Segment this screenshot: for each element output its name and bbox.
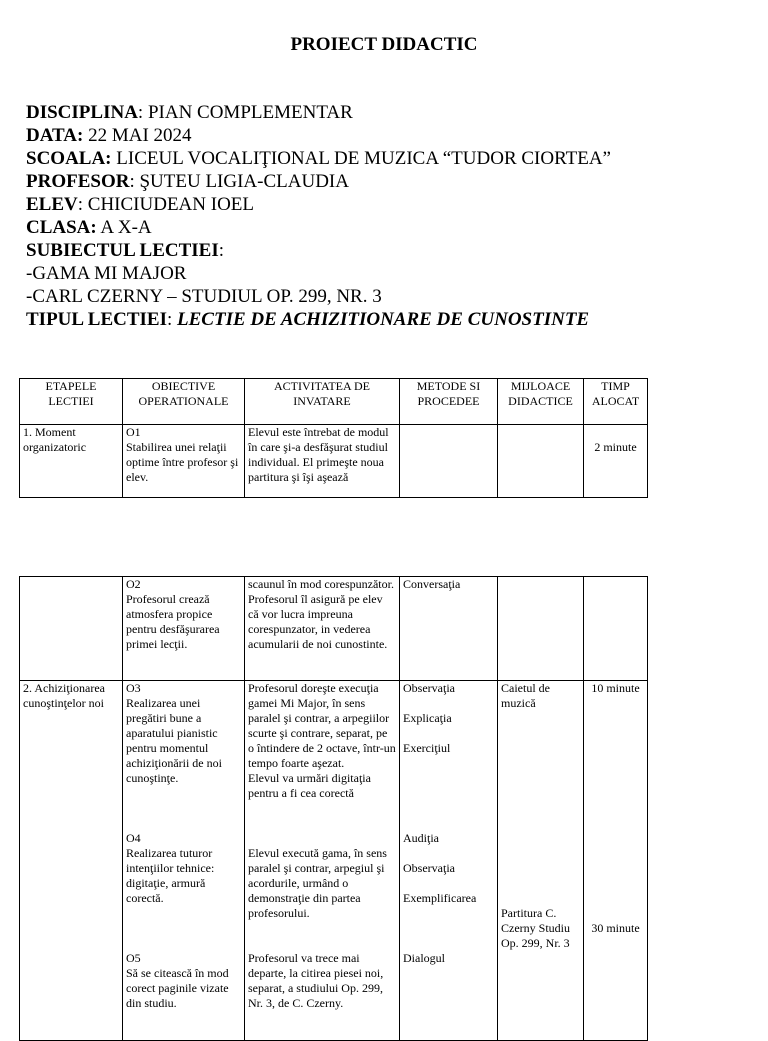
lesson-table-part-1 — [19, 378, 648, 498]
table-row — [20, 577, 648, 681]
o4-code: O4 — [126, 831, 141, 845]
table-row — [20, 681, 648, 1041]
metoda-1: Observaţia — [403, 681, 455, 695]
tip-colon: : — [166, 309, 178, 330]
metode-cell — [400, 425, 498, 498]
clasa-line — [26, 216, 611, 239]
mijloc-1: Caietul de muzică — [501, 681, 550, 710]
timp-cell — [584, 681, 648, 1041]
elev-label: ELEV — [26, 194, 78, 215]
document-title: PROIECT DIDACTIC — [290, 34, 478, 55]
scoala-value: LICEUL VOCALIŢIONAL DE MUZICA “TUDOR CIORTEA” — [111, 148, 611, 169]
etapa-cell — [20, 577, 123, 681]
subiect-colon: : — [218, 240, 224, 261]
activitate-cell: Elevul este întrebat de modul în care şi-a desfăşurat studiul individual. El primeşte noua partitura şi îşi aşează — [245, 425, 400, 498]
metoda-7: Dialogul — [403, 951, 445, 965]
mijloace-cell — [498, 425, 584, 498]
data-label: DATA: — [26, 125, 84, 146]
activitate-text-3: Elevul execută gama, în sens paralel şi contrar, arpegiul şi acordurile, urmând o demonstraţie din partea profesorului. — [248, 846, 387, 920]
header-obiective: OBIECTIVE OPERATIONALE — [123, 379, 245, 425]
profesor-line — [26, 170, 611, 193]
o3-code: O3 — [126, 681, 141, 695]
timp-1: 10 minute — [591, 681, 640, 695]
obiectiv-code: O1 — [126, 425, 141, 439]
timp-cell — [584, 425, 648, 498]
lesson-header — [26, 101, 611, 331]
tip-value: LECTIE DE ACHIZITIONARE DE CUNOSTINTE — [177, 309, 590, 330]
header-etape: ETAPELE LECTIEI — [20, 379, 123, 425]
lesson-table-part-2 — [19, 576, 648, 1041]
subiect-item-2: -CARL CZERNY – STUDIUL OP. 299, NR. 3 — [26, 286, 382, 307]
o5-text: Să se citească în mod corect paginile vizate din studiu. — [126, 966, 229, 1010]
disciplina-line — [26, 101, 611, 124]
subiect-item-1: -GAMA MI MAJOR — [26, 263, 187, 284]
table-header-row — [20, 379, 648, 425]
profesor-value: : ŞUTEU LIGIA-CLAUDIA — [129, 171, 349, 192]
activitate-text-4: Profesorul va trece mai departe, la citirea piesei noi, separat, a studiului Op. 299, Nr. 3, de C. Czerny. — [248, 951, 384, 1010]
obiectiv-text: Stabilirea unei relaţii optime între profesor şi elev. — [126, 440, 239, 484]
mijloace-cell — [498, 681, 584, 1041]
tip-line — [26, 308, 611, 331]
mijloc-2: Partitura C. Czerny Studiu Op. 299, Nr. 3 — [501, 906, 570, 950]
header-mijloace: MIJLOACE DIDACTICE — [498, 379, 584, 425]
activitate-text-1: Profesorul doreşte execuţia gamei Mi Major, în sens paralel şi contrar, a arpegiilor scurte şi contrare, separat, pe o întindere de 2 octave, într-un tempo foarte aşezat. — [248, 681, 396, 770]
metode-cell — [400, 681, 498, 1041]
metoda-5: Observaţia — [403, 861, 455, 875]
metoda-2: Explicaţia — [403, 711, 452, 725]
obiectiv-cell — [123, 681, 245, 1041]
disciplina-label: DISCIPLINA — [26, 102, 138, 123]
etapa-cell: 2. Achiziţionarea cunoştinţelor noi — [20, 681, 123, 1041]
table-row — [20, 425, 648, 498]
scoala-label: SCOALA: — [26, 148, 112, 169]
metoda-6: Exemplificarea — [403, 891, 477, 905]
subiect-line — [26, 239, 611, 262]
disciplina-value: : PIAN COMPLEMENTAR — [137, 102, 353, 123]
header-timp: TIMP ALOCAT — [584, 379, 648, 425]
activitate-cell: scaunul în mod corespunzător. Profesorul îl asigură pe elev că vor lucra impreuna corespunzator, in vederea acumularii de noi cunostinte. — [245, 577, 400, 681]
tip-label: TIPUL LECTIEI — [26, 309, 167, 330]
obiectiv-code: O2 — [126, 577, 141, 591]
etapa-cell: 1. Moment organizatoric — [20, 425, 123, 498]
data-value: 22 MAI 2024 — [83, 125, 192, 146]
activitate-cell — [245, 681, 400, 1041]
obiectiv-text: Profesorul crează atmosfera propice pentru desfăşurarea primei lecţii. — [126, 592, 220, 651]
header-metode: METODE SI PROCEDEE — [400, 379, 498, 425]
metoda-3: Exerciţiul — [403, 741, 451, 755]
activitate-text-2: Elevul va urmări digitaţia pentru a fi cea corectă — [248, 771, 371, 800]
subiect-label: SUBIECTUL LECTIEI — [26, 240, 219, 261]
elev-line — [26, 193, 611, 216]
scoala-line — [26, 147, 611, 170]
profesor-label: PROFESOR — [26, 171, 130, 192]
timp-value: 2 minute — [594, 440, 637, 454]
timp-2: 30 minute — [591, 921, 640, 935]
header-activitatea: ACTIVITATEA DE INVATARE — [245, 379, 400, 425]
clasa-label: CLASA: — [26, 217, 97, 238]
o3-text: Realizarea unei pregătiri bune a aparatului pianistic pentru momentul achiziţionării de noi cunoştinţe. — [126, 696, 222, 785]
o4-text: Realizarea tuturor intenţiilor tehnice: digitaţie, armură corectă. — [126, 846, 215, 905]
timp-cell — [584, 577, 648, 681]
o5-code: O5 — [126, 951, 141, 965]
data-line — [26, 124, 611, 147]
obiectiv-cell — [123, 425, 245, 498]
elev-value: : CHICIUDEAN IOEL — [77, 194, 255, 215]
clasa-value: A X-A — [96, 217, 152, 238]
mijloace-cell — [498, 577, 584, 681]
metode-cell: Conversaţia — [400, 577, 498, 681]
obiectiv-cell — [123, 577, 245, 681]
metoda-4: Audiţia — [403, 831, 439, 845]
